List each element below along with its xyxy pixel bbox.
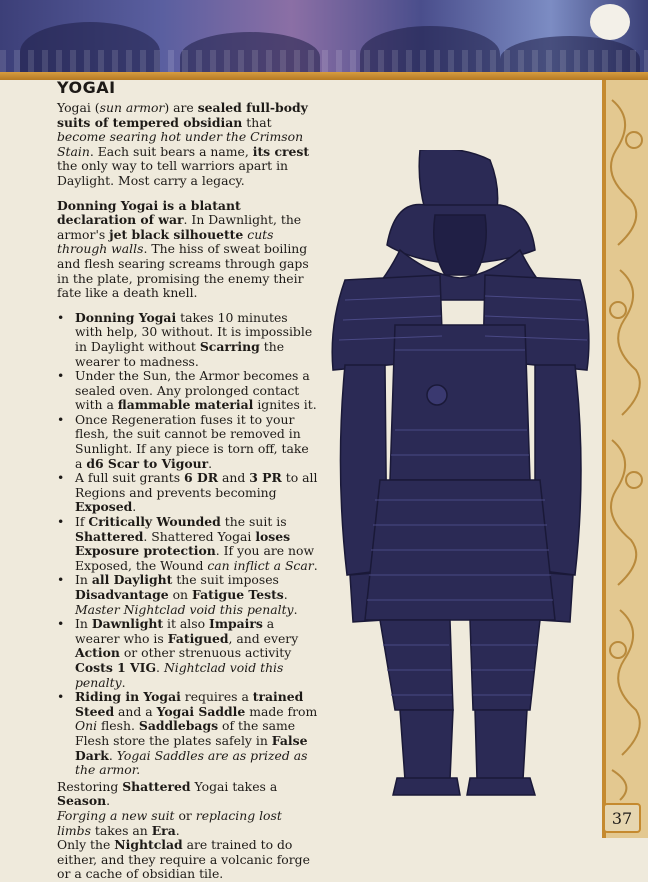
text-run: . [208, 455, 213, 471]
text-run: . If you are now Exposed, the Wound [75, 543, 315, 573]
text-run: replacing lost limbs [57, 807, 282, 838]
text-run: become searing hot under the Crimson Stain [57, 129, 304, 159]
text-run: sun armor [99, 100, 165, 115]
text-run: . [108, 747, 117, 763]
text-run: takes an [90, 822, 152, 838]
text-run: d6 Scar to Vigour [86, 455, 209, 471]
text-run: it also [163, 616, 210, 632]
section-title: YOGAI [57, 78, 116, 97]
text-run: False Dark [75, 732, 308, 763]
text-run: . Each suit bears a name, [89, 143, 253, 159]
text-run: , and every [228, 630, 299, 646]
text-run: In [75, 616, 92, 632]
text-run: Donning Yogai is a blatant declaration of war [57, 197, 241, 228]
text-run: . [313, 557, 318, 573]
page-number: 37 [611, 809, 633, 828]
text-run: Season [57, 793, 107, 809]
text-run: ignites it. [253, 397, 317, 413]
text-run: Nightclad void this penalty [75, 659, 284, 690]
text-run: Costs 1 VIG [75, 659, 157, 675]
armor-illustration [325, 150, 595, 800]
list-item [75, 515, 319, 573]
list-item [75, 471, 319, 515]
text-run: Action [75, 645, 120, 661]
text-run: . [132, 499, 137, 515]
list-item [75, 369, 319, 413]
text-run: . [156, 659, 164, 675]
text-run: . In Dawnlight, the armor's [57, 212, 302, 242]
text-run: of the same Flesh store the plates safely in [75, 718, 296, 748]
text-run: ) are [164, 100, 198, 115]
text-run: the suit imposes [172, 572, 279, 588]
text-run: Only the [57, 837, 115, 853]
text-run: cuts through walls [57, 226, 274, 257]
text-run: requires a [180, 689, 253, 705]
text-run: the suit is [220, 514, 287, 530]
list-item [75, 573, 319, 617]
text-run: . [293, 601, 298, 617]
intro-paragraph [57, 101, 319, 189]
text-run: Restoring [57, 778, 123, 794]
wave-border-icon [602, 80, 648, 838]
text-run: Dawnlight [91, 616, 164, 632]
text-run: on [168, 587, 192, 602]
list-item [75, 311, 319, 369]
text-run: Under the Sun, the Armor becomes a sealed oven. Any prolonged contact with a [75, 368, 310, 413]
text-run: Impairs [209, 616, 263, 632]
text-run: 3 PR [249, 470, 282, 486]
banner-wave [0, 50, 648, 72]
text-run: A full suit grants [75, 470, 185, 486]
nightclad-paragraph [57, 838, 319, 882]
text-run: its crest [252, 143, 310, 159]
top-banner [0, 0, 648, 72]
restoring-paragraph [57, 780, 319, 838]
text-run: . [175, 822, 180, 838]
text-run: Critically Wounded [88, 514, 221, 530]
rules-list [57, 311, 319, 778]
page-number-box [603, 803, 641, 833]
list-item [75, 413, 319, 471]
text-run: Era [151, 822, 176, 838]
text-run: Yogai Saddle [156, 703, 246, 719]
text-run: . [283, 587, 288, 602]
text-run: Donning Yogai [75, 309, 177, 325]
text-run: all Daylight [91, 572, 173, 588]
text-run: flammable material [117, 397, 254, 413]
text-run: Master Nightclad void this penalty [75, 601, 294, 617]
text-run: flesh. [97, 718, 139, 734]
text-run: In [75, 572, 92, 588]
text-run: sealed full-body suits of tempered obsidian [57, 100, 308, 130]
text-run: or other strenuous activity [119, 645, 292, 661]
text-run: a wearer who is [75, 616, 275, 646]
text-run: Riding in Yogai [75, 689, 181, 705]
text-run: Nightclad [114, 837, 183, 853]
text-run: takes 10 minutes with help, 30 without. It is impossible in Daylight without [75, 309, 313, 354]
text-run: Yogai ( [57, 100, 100, 115]
text-run: Scarring [199, 338, 260, 354]
text-run: that [242, 114, 272, 130]
list-item [75, 617, 319, 690]
text-run: Shattered [122, 778, 191, 794]
text-run: and a [114, 703, 157, 719]
text-run: or [174, 807, 196, 823]
text-run: . Shattered Yogai [143, 528, 256, 544]
text-run: 6 DR [184, 470, 219, 486]
text-run: . [121, 674, 126, 690]
text-run: Disadvantage [75, 587, 169, 602]
text-run: are trained to do either, and they require a volcanic forge or a cache of obsidian tile. [57, 837, 310, 882]
text-run: the wearer to madness. [75, 338, 285, 369]
text-run: Shattered [75, 528, 144, 544]
text-run: Fatigued [167, 630, 229, 646]
text-run: Once Regeneration fuses it to your flesh, the suit cannot be removed in Sunlight. If any piece is torn off, take a [75, 411, 309, 471]
text-run: Saddlebags [138, 718, 219, 734]
text-run: to all Regions and prevents becoming [75, 470, 318, 500]
main-text-column [57, 79, 319, 882]
text-run: Exposed [75, 499, 133, 515]
text-run: trained Steed [75, 689, 304, 719]
donning-paragraph [57, 199, 319, 301]
text-run: Oni [75, 718, 98, 734]
text-run: loses Exposure protection [75, 528, 291, 559]
text-run: . [106, 793, 111, 809]
text-run: If [75, 514, 89, 530]
text-run: made from [245, 703, 318, 719]
text-run: the only way to tell warriors apart in Daylight. Most carry a legacy. [57, 158, 289, 188]
text-run: can inflict a Scar [207, 557, 314, 573]
text-run: . The hiss of sweat boiling and flesh searing screams through gaps in the plate, promising the enemy their fate like a death knell. [57, 241, 309, 301]
list-item [75, 690, 319, 778]
text-run: Fatigue Tests [191, 587, 284, 602]
text-run: and [218, 470, 250, 486]
text-run: Yogai takes a [190, 778, 278, 794]
text-run: jet black silhouette [109, 226, 244, 242]
text-run: Forging a new suit [57, 807, 175, 823]
moon-icon [590, 4, 630, 40]
text-run: Yogai Saddles are as prized as the armor. [75, 747, 308, 778]
